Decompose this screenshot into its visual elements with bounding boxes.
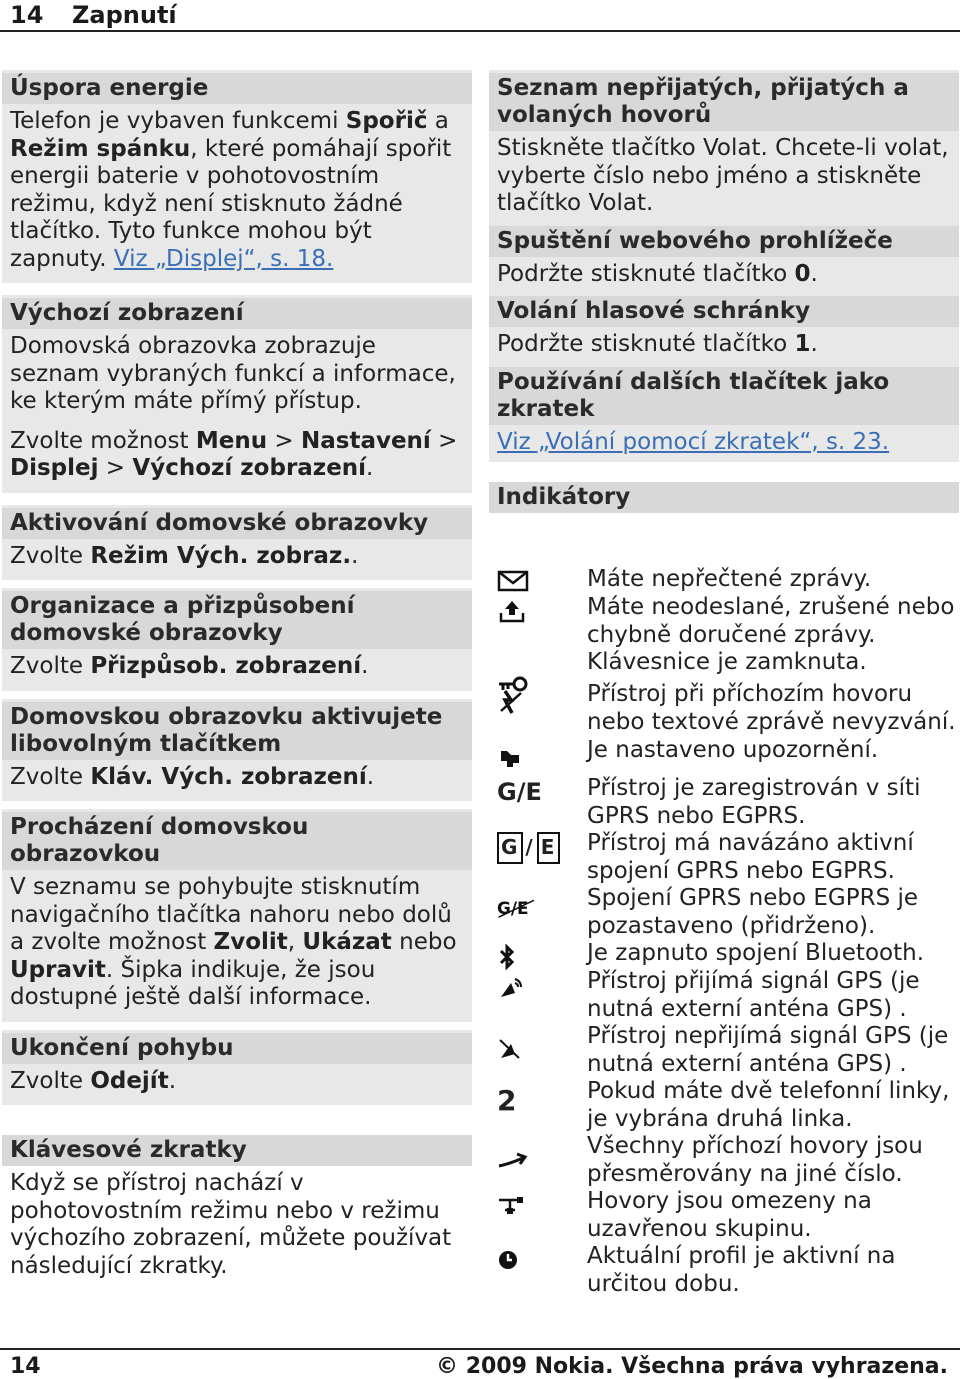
- indicator-row: [489, 1133, 959, 1188]
- keyword: Přizpůsob. zobrazení: [90, 653, 362, 679]
- envelope-icon: [497, 566, 537, 596]
- line-two-icon: [497, 1086, 537, 1116]
- text: Zvolte: [10, 763, 91, 790]
- section-text: [2, 108, 472, 273]
- section-title: Procházení domovskou obrazovkou: [2, 812, 472, 870]
- keyword: Kláv. Vých. zobrazení: [90, 763, 367, 790]
- section-title: Aktivování domovské obrazovky: [2, 508, 472, 539]
- section-text: [489, 331, 959, 359]
- section-title: Používání dalších tlačítek jako zkratek: [489, 367, 959, 425]
- shortcuts-box: [489, 70, 959, 462]
- keyword: Výchozí zobrazení: [132, 455, 367, 481]
- chapter-title: Zapnutí: [72, 1, 177, 29]
- indicator-text: Přístroj nepřijímá signál GPS (je nutná externí anténa GPS) .: [587, 1023, 949, 1077]
- outbox-icon: [497, 596, 537, 626]
- alarm-icon: [497, 743, 537, 773]
- indicator-row: [489, 830, 959, 885]
- indicator-row: [489, 1243, 959, 1298]
- menu-path: [2, 428, 472, 483]
- keyword: Režim Vých. zobraz.: [90, 542, 352, 569]
- text: Zvolte: [10, 542, 91, 569]
- section-text: [2, 764, 472, 792]
- copyright: © 2009 Nokia. Všechna práva vyhrazena.: [436, 1354, 948, 1379]
- indicator-row: [489, 885, 959, 940]
- section-shortcuts: [2, 1135, 472, 1280]
- indicator-row: [489, 940, 959, 968]
- indicator-text: Přístroj má navázáno aktivní spojení GPRS nebo EGPRS.: [587, 830, 914, 884]
- indicator-text: Přístroj přijímá signál GPS (je nutná externí anténa GPS) .: [587, 968, 920, 1022]
- indicator-text: Je nastaveno upozornění.: [587, 737, 879, 763]
- keyword: Ukázat: [302, 929, 392, 955]
- section-exit: [2, 1030, 472, 1106]
- text: Zvolte možnost: [10, 427, 196, 454]
- section-text: [2, 653, 472, 681]
- indicator-row: [489, 968, 959, 1023]
- page-header: [0, 0, 960, 32]
- text: .: [361, 653, 369, 679]
- keyword: Režim spánku: [10, 135, 191, 162]
- section-energy: [2, 70, 472, 283]
- text: . Šipka indikuje, že jsou dostupné ještě další informace.: [10, 956, 376, 1010]
- gps-signal-icon: [497, 972, 537, 1002]
- indicator-text: Všechny příchozí hovory jsou přesměrovány na jiné číslo.: [587, 1133, 923, 1187]
- indicator-text: Přístroj při příchozím hovoru nebo textové zprávě nevyzvání.: [587, 681, 956, 735]
- indicator-row: [489, 594, 959, 649]
- keyword: 0: [794, 260, 811, 287]
- keyword: Displej: [10, 455, 99, 481]
- section-text: [489, 429, 959, 457]
- indicator-text: Pokud máte dvě telefonní linky, je vybrána druhá linka.: [587, 1078, 950, 1132]
- section-activate: [2, 505, 472, 581]
- indicator-text: Máte neodeslané, zrušené nebo chybně doručené zprávy.: [587, 594, 955, 648]
- section-title: Seznam nepřijatých, přijatých a volaných hovorů: [489, 73, 959, 131]
- text: Telefon je vybaven funkcemi: [10, 108, 346, 134]
- keyword: Menu: [195, 427, 268, 454]
- section-title: Ukončení pohybu: [2, 1033, 472, 1064]
- footer-page-number: 14: [10, 1354, 41, 1379]
- keyword: Zvolit: [213, 929, 288, 955]
- closed-group-icon: [497, 1190, 537, 1220]
- text: .: [810, 331, 818, 357]
- speed-dial-link[interactable]: Viz „Volání pomocí zkratek“, s. 23.: [497, 428, 890, 455]
- keyword: 1: [794, 331, 811, 357]
- indicator-row: [489, 1188, 959, 1243]
- indicator-row: [489, 775, 959, 830]
- keyword: Nastavení: [300, 427, 431, 454]
- text: V seznamu se pohybujte stisknutím navigačního tlačítka nahoru nebo dolů a zvolte možnost: [10, 874, 452, 955]
- right-column: [489, 70, 959, 517]
- section-any-key: [2, 699, 472, 802]
- indicator-text: Spojení GPRS nebo EGPRS je pozastaveno (přidrženo).: [587, 885, 919, 939]
- gprs-egprs-icon: [497, 778, 542, 808]
- text: Zvolte: [10, 653, 91, 679]
- icon-glyph: G/E: [497, 778, 542, 807]
- page-number: 14: [10, 1, 44, 29]
- section-text: [2, 1068, 472, 1096]
- indicator-row: [489, 566, 959, 594]
- section-title: Volání hlasové schránky: [489, 296, 959, 327]
- timed-profile-icon: [497, 1245, 537, 1275]
- text: .: [168, 1067, 177, 1094]
- indicator-text: Přístroj je zaregistrován v síti GPRS nebo EGPRS.: [587, 775, 921, 829]
- section-text: [489, 261, 959, 289]
- page-footer: [0, 1348, 960, 1379]
- gprs-suspended-icon: [497, 893, 537, 923]
- section-title: Klávesové zkratky: [2, 1135, 472, 1166]
- text: , které pomáhají spořit energii baterie v pohotovostním režimu, když není stisknuto žádné tlačítko. Tyto funkce mohou být zapnuty.: [10, 135, 452, 272]
- indicator-text: Máte nepřečtené zprávy.: [587, 566, 872, 592]
- text: .: [810, 260, 818, 287]
- section-title: Organizace a přizpůsobení domovské obrazovky: [2, 591, 472, 649]
- text: ,: [287, 929, 303, 955]
- icon-glyph: 2: [497, 1084, 517, 1118]
- section-text: [2, 543, 472, 571]
- section-text: Domovská obrazovka zobrazuje seznam vybraných funkcí a informace, ke kterým máte přímý přístup.: [10, 333, 456, 414]
- text: nebo: [391, 929, 457, 955]
- keyword: Odejít: [90, 1067, 169, 1094]
- separator: >: [430, 427, 458, 454]
- indicator-row: [489, 737, 959, 765]
- section-text: Když se přístroj nachází v pohotovostním režimu nebo v režimu výchozího zobrazení, můžete používat následující zkratky.: [10, 1170, 452, 1279]
- indicator-list: [489, 566, 959, 1306]
- gps-no-signal-icon: [497, 1033, 537, 1063]
- keyword: Upravit: [10, 956, 106, 983]
- section-title: Domovskou obrazovku aktivujete libovolným tlačítkem: [2, 702, 472, 760]
- svg-text:G/E: G/E: [497, 898, 529, 919]
- section-browse: [2, 809, 472, 1022]
- text: Podržte stisknuté tlačítko: [497, 260, 795, 287]
- text: Zvolte: [10, 1067, 91, 1094]
- indicator-row: [489, 681, 959, 736]
- text: .: [351, 542, 359, 569]
- text: Podržte stisknuté tlačítko: [497, 331, 795, 357]
- text: a: [427, 108, 449, 134]
- section-title: Spuštění webového prohlížeče: [489, 226, 959, 257]
- display-link[interactable]: Viz „Displej“, s. 18.: [113, 245, 334, 272]
- section-default-view: [2, 295, 472, 493]
- indicator-row: [489, 1023, 959, 1078]
- gprs-active-icon: G / E: [497, 833, 537, 863]
- indicator-text: Je zapnuto spojení Bluetooth.: [587, 940, 925, 966]
- silent-ring-icon: [497, 687, 537, 717]
- indicator-row: [489, 649, 959, 677]
- section-title: Úspora energie: [2, 73, 472, 104]
- indicator-text: Aktuální profil je aktivní na určitou dobu.: [587, 1243, 896, 1297]
- section-text: [2, 874, 472, 1012]
- text: .: [366, 455, 374, 481]
- indicator-row: [489, 1078, 959, 1133]
- divert-icon: [497, 1145, 537, 1175]
- text: .: [366, 763, 375, 790]
- separator: >: [98, 455, 133, 481]
- separator: >: [267, 427, 301, 454]
- keyword: Spořič: [345, 108, 428, 134]
- section-text: Stiskněte tlačítko Volat. Chcete-li volat, vyberte číslo nebo jméno a stiskněte tlačítko Volat.: [497, 135, 949, 216]
- section-title: Výchozí zobrazení: [2, 298, 472, 329]
- indicators-title: Indikátory: [489, 482, 959, 513]
- section-organize: [2, 588, 472, 691]
- indicator-text: Hovory jsou omezeny na uzavřenou skupinu.: [587, 1188, 872, 1242]
- left-column: [2, 70, 472, 1280]
- indicator-text: Klávesnice je zamknuta.: [587, 649, 867, 675]
